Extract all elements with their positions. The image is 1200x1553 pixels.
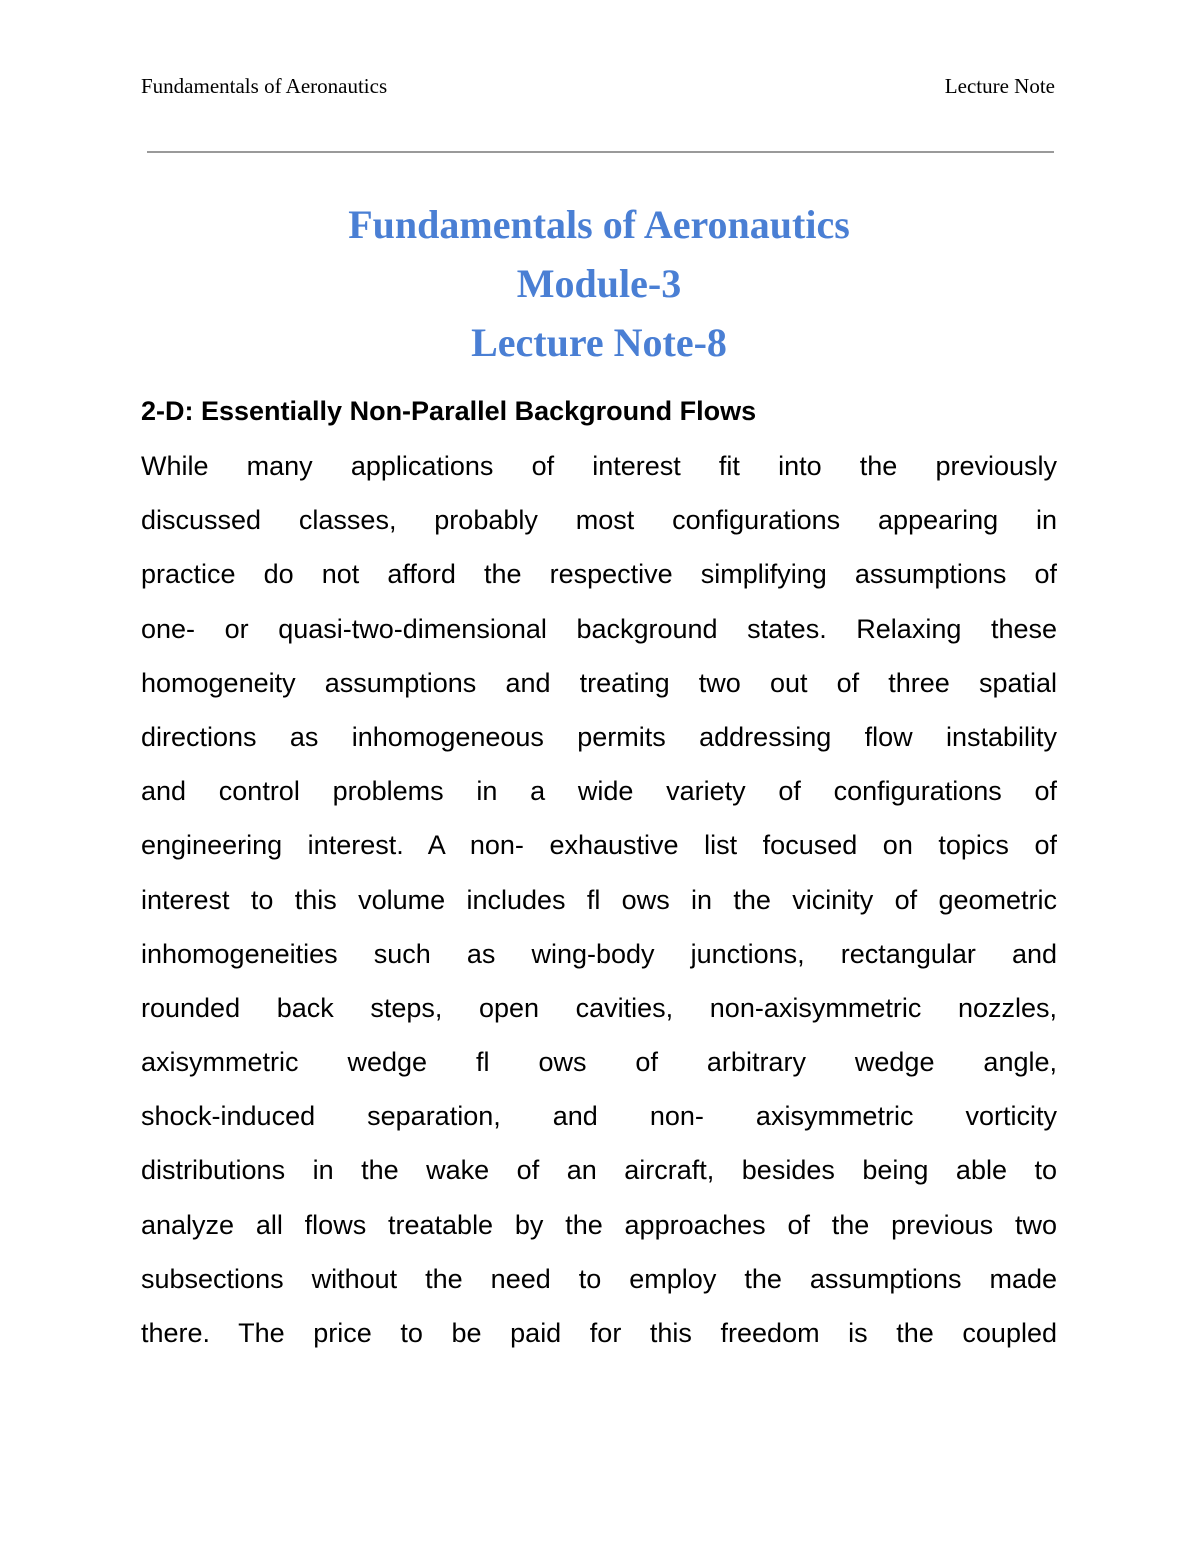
paragraph-line: engineering interest. A non- exhaustive list focused on topics of bbox=[141, 830, 1057, 861]
paragraph-line: inhomogeneities such as wing-body junctions, rectangular and bbox=[141, 938, 1057, 969]
paragraph-line: While many applications of interest fit into the previously bbox=[141, 451, 1057, 481]
paragraph-line: rounded back steps, open cavities, non-axisymmetric nozzles, bbox=[141, 992, 1057, 1023]
paragraph-line: there. The price to be paid for this freedom is the coupled bbox=[141, 1318, 1057, 1348]
paragraph-line: practice do not afford the respective simplifying assumptions of bbox=[141, 559, 1057, 590]
paragraph-line: one- or quasi-two-dimensional background states. Relaxing these bbox=[141, 613, 1057, 644]
paragraph-line: and control problems in a wide variety of configurations of bbox=[141, 776, 1057, 807]
paragraph-line: subsections without the need to employ the assumptions made bbox=[141, 1263, 1057, 1294]
paragraph-line: homogeneity assumptions and treating two out of three spatial bbox=[141, 667, 1057, 698]
paragraph-line: analyze all flows treatable by the approaches of the previous two bbox=[141, 1209, 1057, 1240]
paragraph-line: distributions in the wake of an aircraft, besides being able to bbox=[141, 1155, 1057, 1186]
paragraph-line: discussed classes, probably most configurations appearing in bbox=[141, 505, 1057, 536]
title-course: Fundamentals of Aeronautics bbox=[348, 202, 850, 247]
paragraph-line: interest to this volume includes fl ows in the vicinity of geometric bbox=[141, 884, 1057, 915]
paragraph-line: axisymmetric wedge fl ows of arbitrary wedge angle, bbox=[141, 1047, 1057, 1078]
header-course-title: Fundamentals of Aeronautics bbox=[141, 74, 388, 98]
section-heading: 2-D: Essentially Non-Parallel Background Flows bbox=[141, 396, 757, 426]
paragraph-line: directions as inhomogeneous permits addressing flow instability bbox=[141, 721, 1057, 752]
body-paragraph bbox=[141, 439, 1057, 1360]
title-module: Module-3 bbox=[516, 261, 682, 306]
header-divider bbox=[147, 151, 1054, 153]
paragraph-line: shock-induced separation, and non- axisymmetric vorticity bbox=[141, 1101, 1057, 1132]
document-title bbox=[141, 195, 1057, 372]
header-doc-type: Lecture Note bbox=[944, 74, 1055, 98]
running-header bbox=[141, 72, 1055, 100]
title-lecture: Lecture Note-8 bbox=[471, 320, 727, 365]
